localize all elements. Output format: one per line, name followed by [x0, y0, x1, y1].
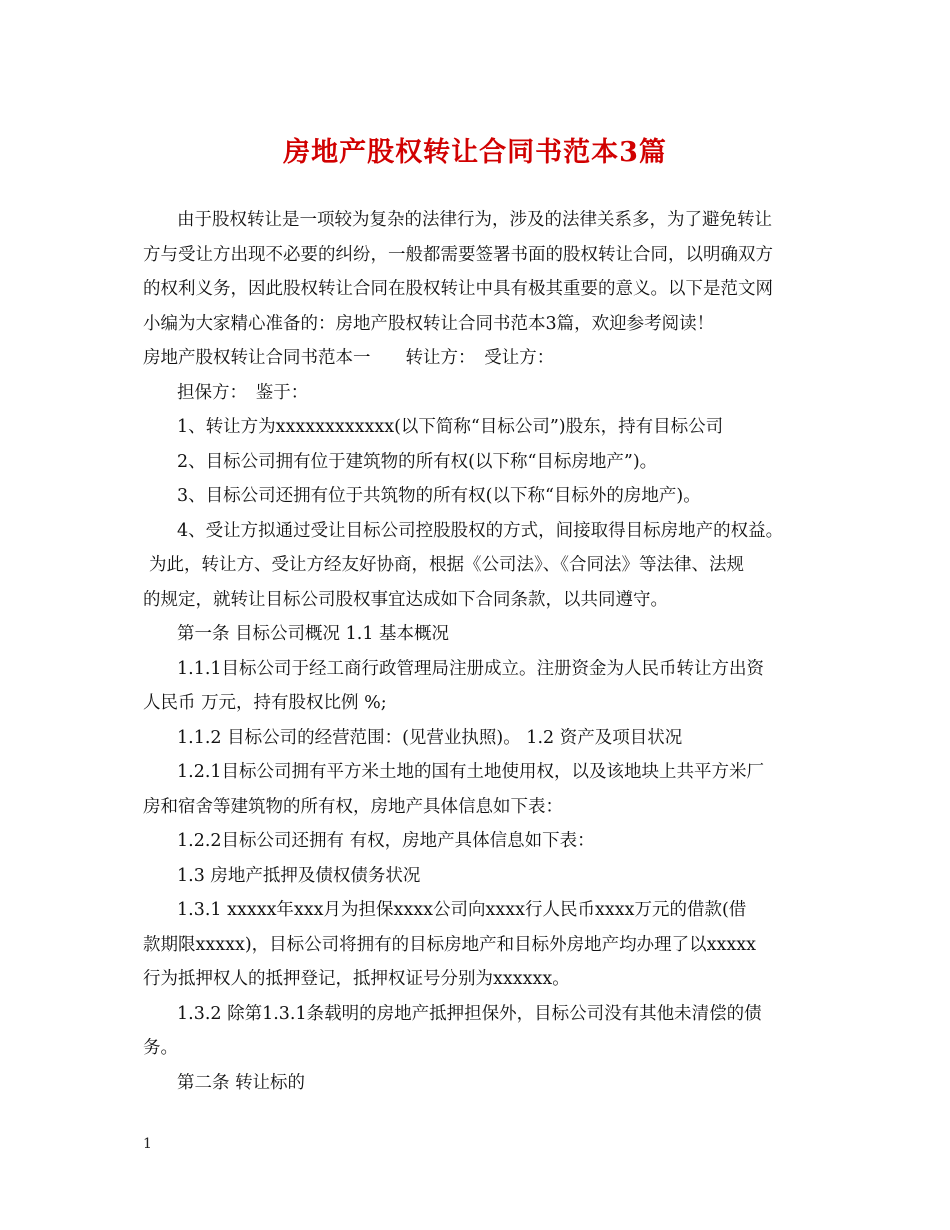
paragraph-line: 1.3.2 除第1.3.1条载明的房地产抵押担保外，目标公司没有其他未清偿的债 [177, 1003, 762, 1024]
paragraph-line: 款期限xxxxx)，目标公司将拥有的目标房地产和目标外房地产均办理了以xxxxx [143, 934, 757, 955]
paragraph-line: 小编为大家精心准备的：房地产股权转让合同书范本3篇，欢迎参考阅读！ [143, 313, 715, 334]
paragraph-line: 3、目标公司还拥有位于共筑物的所有权(以下称“目标外的房地产)。 [177, 486, 701, 506]
paragraph-line: 的规定，就转让目标公司股权事宜达成如下合同条款，以共同遵守。 [143, 589, 668, 610]
paragraph-line: 第一条 目标公司概况 1.1 基本概况 [177, 624, 450, 644]
paragraph-line: 1.1.1目标公司于经工商行政管理局注册成立。注册资金为人民币转让方出资 [177, 658, 765, 679]
paragraph-line: 为此，转让方、受让方经友好协商，根据《公司法》、《合同法》等法律、法规 [149, 555, 744, 575]
paragraph-line: 房和宿舍等建筑物的所有权，房地产具体信息如下表： [143, 796, 563, 817]
paragraph-line: 由于股权转让是一项较为复杂的法律行为，涉及的法律关系多，为了避免转让 [177, 210, 772, 230]
paragraph-line: 务。 [143, 1038, 178, 1058]
document-title: 房地产股权转让合同书范本3篇 [283, 137, 667, 168]
paragraph-line: 1.3 房地产抵押及债权债务状况 [177, 865, 421, 886]
paragraph-line: 担保方： 鉴于： [177, 382, 309, 403]
paragraph-line: 1.3.1 xxxxx年xxx月为担保xxxx公司向xxxx行人民币xxxx万元的借款(借 [177, 900, 747, 920]
paragraph-line: 1.2.2目标公司还拥有 有权，房地产具体信息如下表： [177, 831, 595, 851]
paragraph-line: 第二条 转让标的 [177, 1072, 306, 1093]
paragraph-line: 4、受让方拟通过受让目标公司控股股权的方式，间接取得目标房地产的权益。 [177, 520, 784, 541]
paragraph-line: 的权利义务，因此股权转让合同在股权转让中具有极其重要的意义。以下是范文网 [143, 279, 773, 299]
paragraph-line: 1.2.1目标公司拥有平方米土地的国有土地使用权，以及该地块上共平方米厂 [177, 762, 765, 782]
paragraph-line: 行为抵押权人的抵押登记，抵押权证号分别为xxxxxx。 [143, 969, 570, 989]
paragraph-line: 房地产股权转让合同书范本一 转让方： 受让方： [143, 348, 555, 368]
paragraph-line: 2、目标公司拥有位于建筑物的所有权(以下称“目标房地产”)。 [177, 451, 658, 472]
paragraph-line: 1.1.2 目标公司的经营范围：(见营业执照)。 1.2 资产及项目状况 [177, 727, 683, 748]
paragraph-line: 1、转让方为xxxxxxxxxxxx(以下简称“目标公司”)股东，持有目标公司 [177, 417, 724, 437]
paragraph-line: 方与受让方出现不必要的纠纷，一般都需要签署书面的股权转让合同，以明确双方 [143, 244, 773, 265]
document-body [143, 203, 811, 1100]
paragraph-line: 人民币 万元，持有股权比例 %; [143, 693, 387, 713]
page-number: 1 [143, 1136, 152, 1152]
